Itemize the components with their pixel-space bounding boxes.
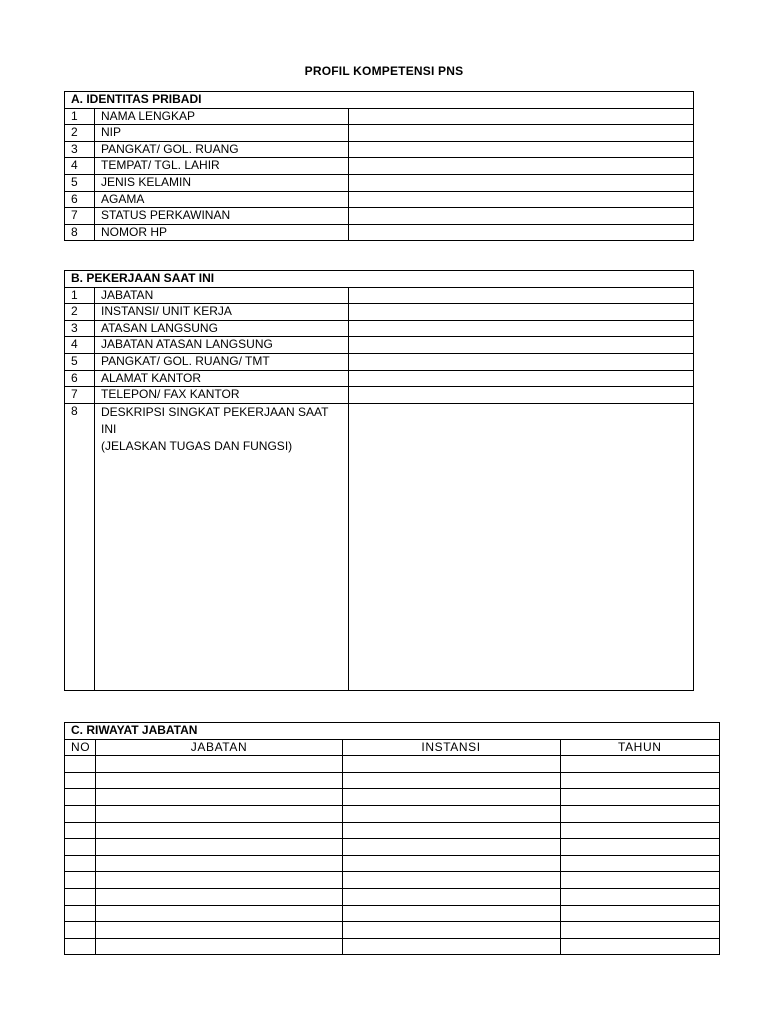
cell-tahun[interactable] xyxy=(560,888,719,905)
table-row xyxy=(65,387,694,404)
table-row xyxy=(65,158,694,175)
section-b-heading: B. PEKERJAAN SAAT INI xyxy=(65,271,694,288)
row-label: STATUS PERKAWINAN xyxy=(95,208,349,225)
cell-jabatan[interactable] xyxy=(96,922,342,939)
cell-instansi[interactable] xyxy=(342,888,560,905)
cell-tahun[interactable] xyxy=(560,905,719,922)
cell-tahun[interactable] xyxy=(560,822,719,839)
table-row xyxy=(65,320,694,337)
table-row xyxy=(65,888,720,905)
cell-jabatan[interactable] xyxy=(96,805,342,822)
row-number: 6 xyxy=(65,370,95,387)
cell-tahun[interactable] xyxy=(560,756,719,773)
cell-tahun[interactable] xyxy=(560,922,719,939)
cell-instansi[interactable] xyxy=(342,855,560,872)
row-label: TELEPON/ FAX KANTOR xyxy=(95,387,349,404)
description-label xyxy=(95,403,349,690)
value-field[interactable] xyxy=(349,320,694,337)
table-row xyxy=(65,304,694,321)
cell-tahun[interactable] xyxy=(560,938,719,955)
value-field[interactable] xyxy=(349,304,694,321)
row-number: 7 xyxy=(65,208,95,225)
cell-no[interactable] xyxy=(65,839,96,856)
table-row xyxy=(65,855,720,872)
value-field[interactable] xyxy=(349,174,694,191)
cell-tahun[interactable] xyxy=(560,839,719,856)
table-row xyxy=(65,174,694,191)
cell-instansi[interactable] xyxy=(342,839,560,856)
row-label: AGAMA xyxy=(95,191,349,208)
cell-jabatan[interactable] xyxy=(96,839,342,856)
row-label: ATASAN LANGSUNG xyxy=(95,320,349,337)
cell-no[interactable] xyxy=(65,938,96,955)
cell-jabatan[interactable] xyxy=(96,905,342,922)
row-label: JABATAN xyxy=(95,287,349,304)
cell-jabatan[interactable] xyxy=(96,855,342,872)
identitas-pribadi-table xyxy=(64,91,694,241)
cell-jabatan[interactable] xyxy=(96,756,342,773)
table-row xyxy=(65,756,720,773)
row-number: 7 xyxy=(65,387,95,404)
pekerjaan-saat-ini-table xyxy=(64,270,694,691)
cell-jabatan[interactable] xyxy=(96,789,342,806)
cell-no[interactable] xyxy=(65,772,96,789)
table-row xyxy=(65,125,694,142)
table-row xyxy=(65,141,694,158)
cell-jabatan[interactable] xyxy=(96,772,342,789)
table-row xyxy=(65,905,720,922)
row-number: 1 xyxy=(65,108,95,125)
cell-instansi[interactable] xyxy=(342,938,560,955)
table-row xyxy=(65,789,720,806)
cell-instansi[interactable] xyxy=(342,905,560,922)
cell-tahun[interactable] xyxy=(560,872,719,889)
value-field[interactable] xyxy=(349,353,694,370)
value-field[interactable] xyxy=(349,224,694,241)
row-number: 8 xyxy=(65,224,95,241)
table-row xyxy=(65,839,720,856)
value-field[interactable] xyxy=(349,387,694,404)
row-number: 4 xyxy=(65,337,95,354)
document-title: PROFIL KOMPETENSI PNS xyxy=(304,64,464,78)
row-label: JENIS KELAMIN xyxy=(95,174,349,191)
cell-jabatan[interactable] xyxy=(96,888,342,905)
row-number: 4 xyxy=(65,158,95,175)
section-a-heading: A. IDENTITAS PRIBADI xyxy=(65,92,694,109)
description-row xyxy=(65,403,694,690)
cell-instansi[interactable] xyxy=(342,822,560,839)
cell-no[interactable] xyxy=(65,922,96,939)
row-label: INSTANSI/ UNIT KERJA xyxy=(95,304,349,321)
column-header-tahun: TAHUN xyxy=(560,739,719,756)
cell-no[interactable] xyxy=(65,872,96,889)
row-number: 8 xyxy=(65,403,95,690)
table-row xyxy=(65,805,720,822)
riwayat-jabatan-table xyxy=(64,722,720,955)
section-c-heading: C. RIWAYAT JABATAN xyxy=(65,723,720,740)
table-row xyxy=(65,922,720,939)
row-number: 2 xyxy=(65,125,95,142)
cell-jabatan[interactable] xyxy=(96,938,342,955)
riwayat-jabatan-body xyxy=(65,756,720,955)
table-header-row xyxy=(65,739,720,756)
value-field[interactable] xyxy=(349,158,694,175)
row-label: NOMOR HP xyxy=(95,224,349,241)
table-row xyxy=(65,337,694,354)
row-number: 1 xyxy=(65,287,95,304)
value-field[interactable] xyxy=(349,141,694,158)
cell-jabatan[interactable] xyxy=(96,822,342,839)
table-row xyxy=(65,224,694,241)
cell-jabatan[interactable] xyxy=(96,872,342,889)
row-label: PANGKAT/ GOL. RUANG/ TMT xyxy=(95,353,349,370)
cell-no[interactable] xyxy=(65,805,96,822)
column-header-no: NO xyxy=(65,739,96,756)
row-number: 3 xyxy=(65,320,95,337)
description-label-line1: DESKRIPSI SINGKAT PEKERJAAN SAAT INI xyxy=(101,404,329,436)
row-number: 5 xyxy=(65,353,95,370)
table-row xyxy=(65,822,720,839)
cell-instansi[interactable] xyxy=(342,872,560,889)
row-label: ALAMAT KANTOR xyxy=(95,370,349,387)
value-field[interactable] xyxy=(349,287,694,304)
row-number: 5 xyxy=(65,174,95,191)
cell-tahun[interactable] xyxy=(560,772,719,789)
table-row xyxy=(65,370,694,387)
cell-instansi[interactable] xyxy=(342,805,560,822)
cell-tahun[interactable] xyxy=(560,805,719,822)
table-row xyxy=(65,208,694,225)
row-number: 2 xyxy=(65,304,95,321)
cell-tahun[interactable] xyxy=(560,789,719,806)
cell-no[interactable] xyxy=(65,905,96,922)
cell-no[interactable] xyxy=(65,756,96,773)
table-row xyxy=(65,191,694,208)
row-label: JABATAN ATASAN LANGSUNG xyxy=(95,337,349,354)
value-field[interactable] xyxy=(349,125,694,142)
value-field[interactable] xyxy=(349,208,694,225)
table-row xyxy=(65,353,694,370)
cell-instansi[interactable] xyxy=(342,772,560,789)
value-field[interactable] xyxy=(349,108,694,125)
table-row xyxy=(65,938,720,955)
cell-tahun[interactable] xyxy=(560,855,719,872)
row-label: PANGKAT/ GOL. RUANG xyxy=(95,141,349,158)
description-label-line2: (JELASKAN TUGAS DAN FUNGSI) xyxy=(101,438,293,453)
cell-instansi[interactable] xyxy=(342,789,560,806)
cell-instansi[interactable] xyxy=(342,756,560,773)
table-row xyxy=(65,872,720,889)
cell-instansi[interactable] xyxy=(342,922,560,939)
value-field[interactable] xyxy=(349,370,694,387)
column-header-instansi: INSTANSI xyxy=(342,739,560,756)
cell-no[interactable] xyxy=(65,888,96,905)
row-label: NIP xyxy=(95,125,349,142)
row-label: TEMPAT/ TGL. LAHIR xyxy=(95,158,349,175)
cell-no[interactable] xyxy=(65,789,96,806)
cell-no[interactable] xyxy=(65,855,96,872)
cell-no[interactable] xyxy=(65,822,96,839)
row-label: NAMA LENGKAP xyxy=(95,108,349,125)
table-row xyxy=(65,287,694,304)
table-row xyxy=(65,108,694,125)
column-header-jabatan: JABATAN xyxy=(96,739,342,756)
description-field[interactable] xyxy=(349,403,694,690)
value-field[interactable] xyxy=(349,337,694,354)
row-number: 3 xyxy=(65,141,95,158)
value-field[interactable] xyxy=(349,191,694,208)
table-row xyxy=(65,772,720,789)
row-number: 6 xyxy=(65,191,95,208)
